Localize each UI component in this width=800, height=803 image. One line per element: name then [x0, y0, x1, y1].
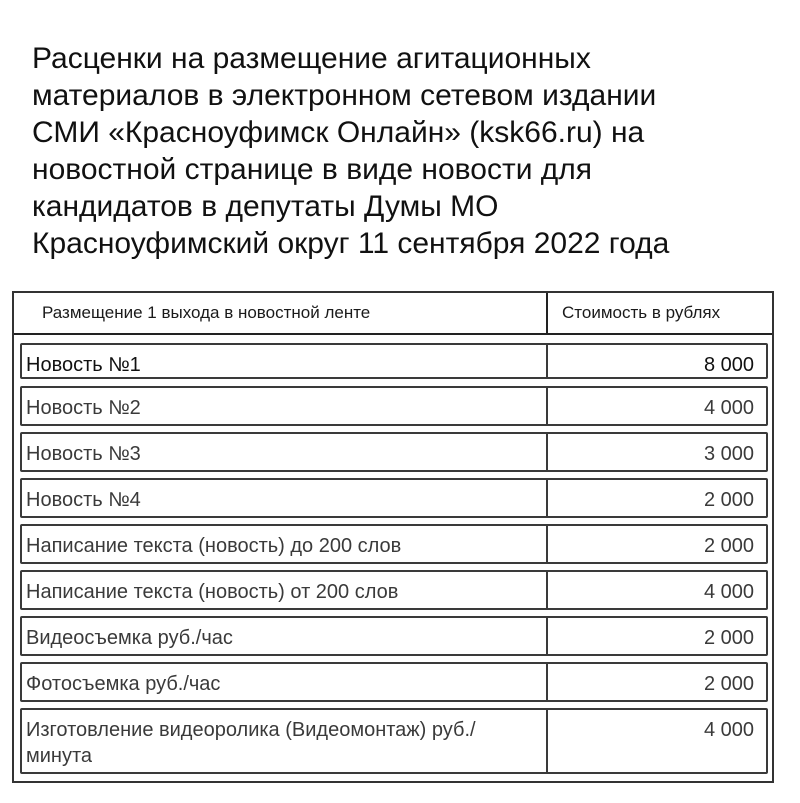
row-name: Новость №4 [26, 489, 141, 511]
column-header-cost: Стоимость в рублях [562, 303, 721, 322]
table-row [20, 708, 768, 774]
row-price: 4 000 [546, 710, 766, 772]
row-name: Видеосъемка руб./час [26, 627, 233, 649]
row-name: Написание текста (новость) от 200 слов [26, 581, 399, 603]
row-price: 2 000 [546, 618, 766, 654]
column-header-placement: Размещение 1 выхода в новостной ленте [42, 303, 371, 322]
table-row [20, 616, 768, 656]
page-title: Расценки на размещение агитационных материалов в электронном сетевом издании СМИ «Красноуфимск Онлайн» (ksk66.ru) на новостной странице в виде новости для кандидатов в депутаты Думы МО Красноуфимский округ 11 сентября 2022 года [32, 42, 670, 260]
table-row [20, 432, 768, 472]
row-price: 2 000 [546, 526, 766, 562]
table-row [20, 570, 768, 610]
row-price: 3 000 [546, 434, 766, 470]
row-name: Новость №3 [26, 443, 141, 465]
header-divider [546, 293, 548, 333]
row-name: Написание текста (новость) до 200 слов [26, 535, 402, 557]
row-price: 2 000 [546, 664, 766, 700]
row-price: 4 000 [546, 388, 766, 424]
table-row [20, 662, 768, 702]
row-price: 8 000 [546, 345, 766, 377]
table-row [20, 524, 768, 564]
table-header [14, 293, 772, 335]
table-row [20, 478, 768, 518]
table-row [20, 343, 768, 379]
row-price: 2 000 [546, 480, 766, 516]
row-name: Фотосъемка руб./час [26, 673, 221, 695]
row-name: Изготовление видеоролика (Видеомонтаж) руб./минута [26, 719, 476, 767]
row-price: 4 000 [546, 572, 766, 608]
row-name: Новость №1 [26, 354, 141, 376]
table-row [20, 386, 768, 426]
price-table [12, 291, 774, 783]
row-name: Новость №2 [26, 397, 141, 419]
